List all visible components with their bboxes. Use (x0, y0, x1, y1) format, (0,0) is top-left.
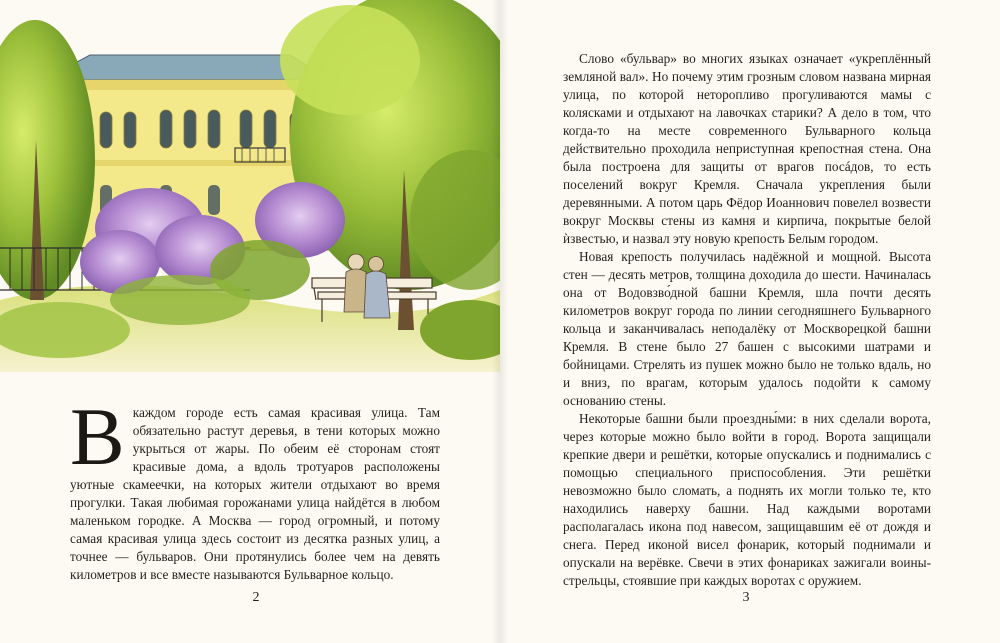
intro-text: каждом городе есть самая красивая улица. Там обязательно растут деревья, в тени которых можно укрыться от жары. По обеим её сторонам стоят красивые дома, а вдоль тротуаров расположены уютные скамеечки, на которых жители отдыхают во время прогулки. Такая любимая горожанами улица найдётся в любом маленьком городке. А Москва — город огромный, и потому самая красивая улица здесь состоит из десятка разных улиц, а точнее — бульваров. Они протянулись более чем на девять километров и все вместе называются Бульварное кольцо. (70, 405, 440, 582)
right-page-text (563, 50, 931, 590)
right-page (500, 0, 1000, 643)
page-number-left: 2 (252, 590, 260, 605)
paragraph-new-fortress: Новая крепость получилась надёжной и мощной. Высота стен — десять метров, толщина доходила до шести. Начиналась она от Водовзво́дной башни Кремля, шла почти десять километров вокруг города по линии сегодняшнего Бульварного кольца и заканчивалась неподалёку от Москворецкой башни Кремля. В стене было 27 башен с высокими шатрами и бойницами. Стрелять из пушек можно было не только вдаль, но и вниз, по врагам, которым удалось подойти к самому основанию стены. (563, 249, 931, 408)
paragraph-gate-towers: Некоторые башни были проездны́ми: в них сделали ворота, через которые можно было войти в город. Ворота защищали крепкие двери и решётки, которые опускались и поднимались с помощью специального приспособления. Эти решётки невозможно было сломать, а поднять их могли только те, кто находились наверху башни. Над каждыми воротами располагалась икона под навесом, защищавшим её от дождя и снега. Перед иконой висел фонарик, который поднимали и опускали на верёвке. Свечи в этих фонариках зажигали воины-стрельцы, стоявшие при каждых воротах с оружием. (563, 411, 931, 588)
intro-paragraph (70, 391, 440, 584)
drop-cap: В (70, 391, 125, 482)
page-number-right: 3 (742, 590, 750, 605)
paragraph-boulevard-meaning: Слово «бульвар» во многих языках означает «укреплённый земляной вал». Но почему этим грозным словом названа мирная улица, по которой неторопливо прогуливаются мамы с колясками и отдыхают на лавочках старики? А дело в том, что когда-то на месте современного Бульварного кольца действительно проходила неприступная крепостная стена. Она была построена для защиты от врагов посáдов, то есть поселений вокруг Кремля. Сначала укрепления были деревянными. А потом царь Фёдор Иоаннович повелел возвести вокруг Москвы стены из камня и кирпича, покрытые белой ѝзвестью, и назвал эту новую крепость Белым городом. (563, 51, 931, 246)
boulevard-illustration (0, 0, 500, 372)
book-gutter (492, 0, 508, 643)
